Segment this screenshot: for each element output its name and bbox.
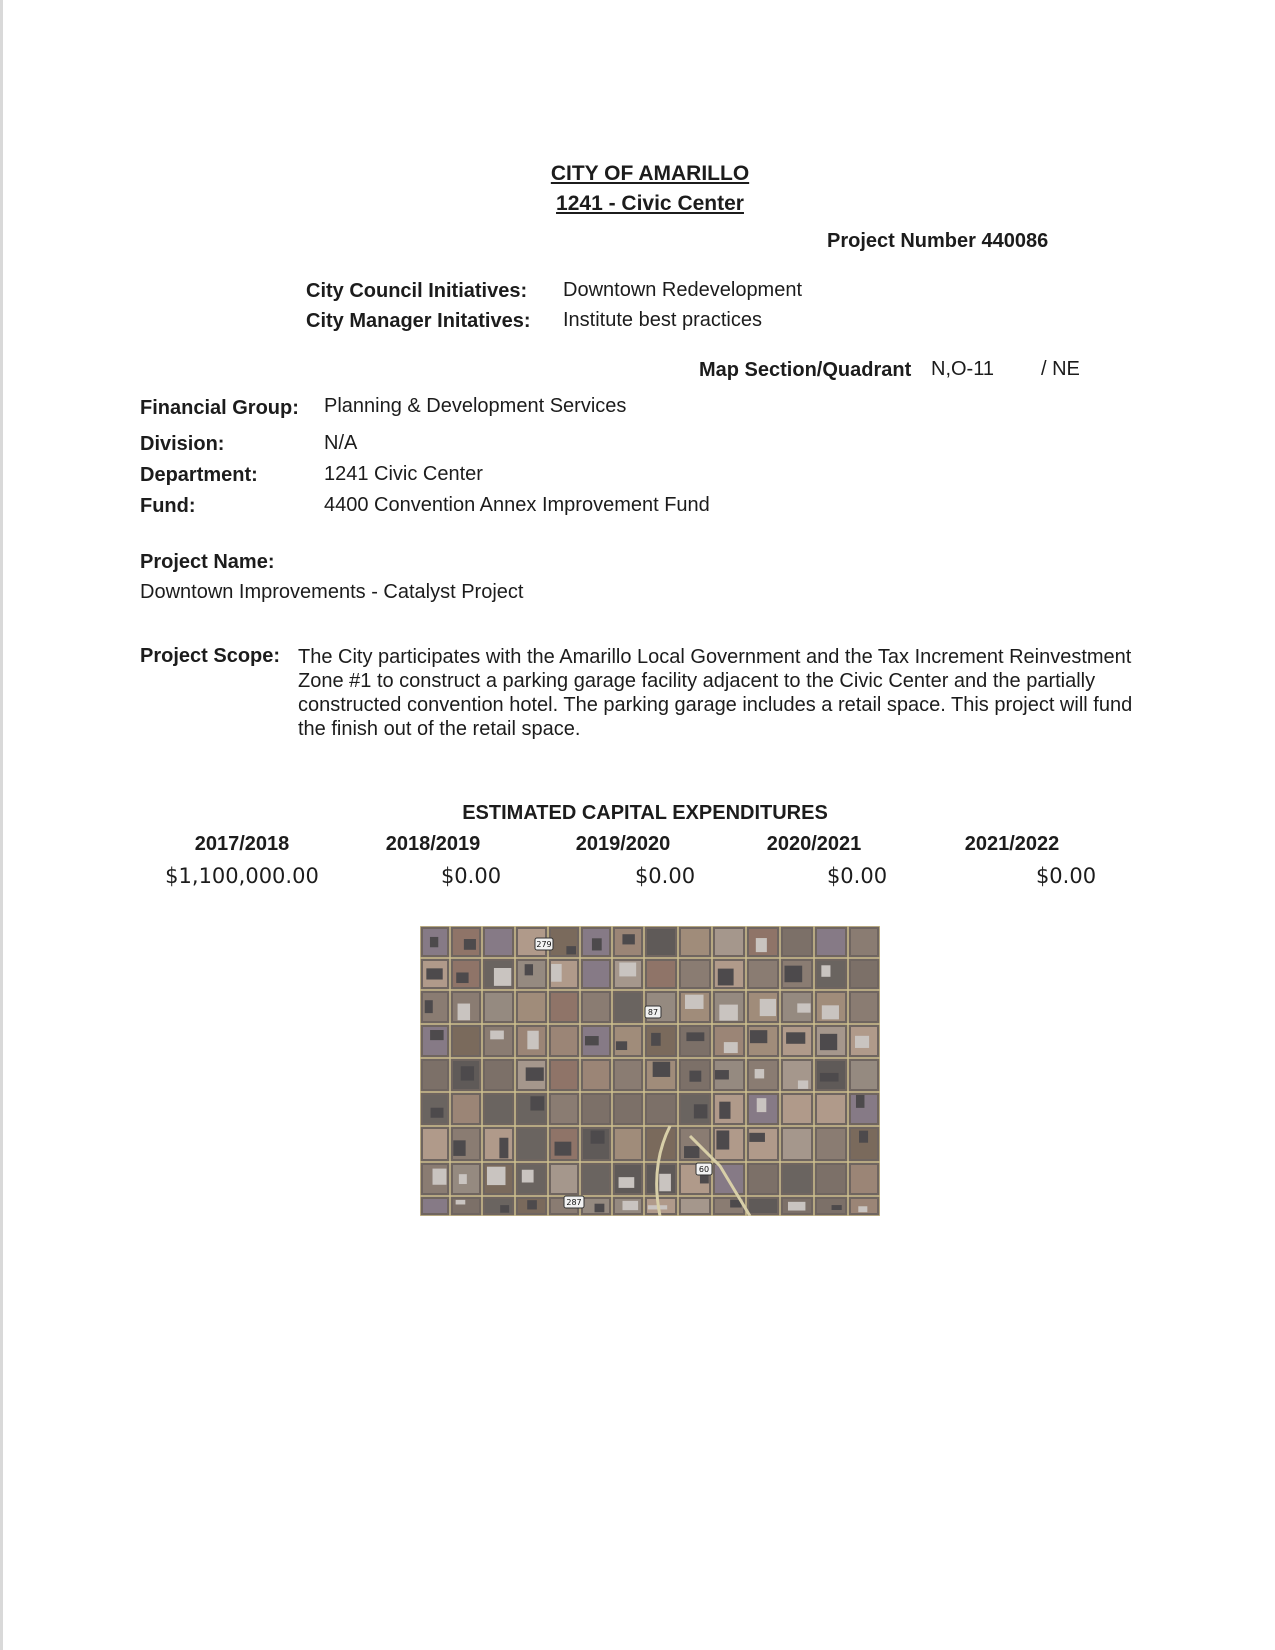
city-block <box>615 1129 641 1159</box>
svg-text:87: 87 <box>647 1008 659 1017</box>
city-block <box>518 993 545 1021</box>
department-title: 1241 - Civic Center <box>556 192 744 215</box>
building-roof <box>784 966 802 983</box>
amount-col-1: $1,100,000.00 <box>165 864 319 888</box>
building-roof <box>453 1140 465 1156</box>
city-block <box>681 929 709 955</box>
page-edge <box>0 0 3 1650</box>
city-block <box>817 929 845 955</box>
building-roof <box>500 1205 509 1213</box>
city-block <box>681 961 709 987</box>
building-roof <box>527 1200 537 1209</box>
amount-col-5: $0.00 <box>1035 864 1097 888</box>
city-block <box>783 1165 811 1193</box>
building-roof <box>756 938 767 952</box>
city-block <box>749 1199 777 1213</box>
building-roof <box>459 1174 467 1184</box>
city-block <box>817 1129 845 1159</box>
city-block <box>583 993 609 1021</box>
fund-label: Fund: <box>140 495 196 517</box>
svg-text:287: 287 <box>566 1198 582 1207</box>
division-value: N/A <box>324 432 358 454</box>
aerial-map-image <box>420 926 880 1216</box>
project-number <box>827 230 1048 253</box>
city-block <box>551 1027 577 1055</box>
building-roof <box>832 1205 842 1210</box>
building-roof <box>786 1032 805 1043</box>
building-roof <box>755 1069 765 1078</box>
fund-value: 4400 Convention Annex Improvement Fund <box>324 494 710 516</box>
city-block <box>851 961 877 987</box>
building-roof <box>464 939 476 950</box>
route-shield-87 <box>645 1006 661 1018</box>
building-roof <box>797 1003 810 1012</box>
building-roof <box>499 1138 508 1159</box>
city-block <box>551 1095 577 1123</box>
building-roof <box>653 1062 671 1077</box>
city-block <box>583 1165 609 1193</box>
building-roof <box>494 968 511 986</box>
building-roof <box>718 969 734 986</box>
building-roof <box>619 1177 635 1188</box>
building-roof <box>522 1170 534 1183</box>
building-roof <box>622 934 634 944</box>
city-block <box>715 929 743 955</box>
route-shield-60 <box>696 1163 712 1175</box>
aerial-blocks <box>423 929 877 1213</box>
year-col-1: 2017/2018 <box>194 833 290 855</box>
building-roof <box>715 1070 729 1079</box>
route-shield-279 <box>535 938 553 950</box>
city-block <box>583 1095 609 1123</box>
council-initiatives-label: City Council Initiatives: <box>306 280 528 302</box>
building-roof <box>458 1004 470 1021</box>
building-roof <box>651 1033 661 1046</box>
building-roof <box>659 1174 671 1191</box>
city-block <box>551 1061 577 1089</box>
building-roof <box>585 1036 599 1045</box>
project-number-label: Project Number <box>827 230 976 252</box>
city-block <box>423 1199 447 1213</box>
building-roof <box>719 1102 730 1119</box>
building-roof <box>616 1041 627 1050</box>
city-block <box>423 1061 447 1089</box>
building-roof <box>555 1142 572 1156</box>
building-roof <box>821 965 830 976</box>
building-roof <box>622 1201 638 1210</box>
city-block <box>851 993 877 1021</box>
city-block <box>551 993 577 1021</box>
city-block <box>485 1095 512 1123</box>
building-roof <box>820 1073 839 1082</box>
city-block <box>783 1129 811 1159</box>
year-col-2: 2018/2019 <box>385 833 481 855</box>
building-roof <box>716 1130 729 1149</box>
division-label: Division: <box>140 433 225 455</box>
city-block <box>851 1165 877 1193</box>
city-title: CITY OF AMARILLO <box>550 162 750 185</box>
city-block <box>551 1165 577 1193</box>
project-name-value: Downtown Improvements - Catalyst Project <box>140 581 524 603</box>
city-block <box>817 1095 845 1123</box>
city-block <box>583 1061 609 1089</box>
city-block <box>615 1027 641 1055</box>
building-roof <box>856 1095 864 1108</box>
year-col-3: 2019/2020 <box>575 833 671 855</box>
building-roof <box>719 1005 738 1021</box>
svg-text:60: 60 <box>698 1165 710 1174</box>
building-roof <box>487 1167 506 1185</box>
building-roof <box>788 1202 805 1211</box>
department-value: 1241 Civic Center <box>324 463 483 485</box>
building-roof <box>430 937 438 947</box>
building-roof <box>490 1031 504 1040</box>
building-roof <box>525 964 533 975</box>
city-block <box>615 1061 641 1089</box>
building-roof <box>551 964 562 982</box>
building-roof <box>686 1032 704 1041</box>
building-roof <box>859 1131 868 1143</box>
building-roof <box>431 1108 444 1118</box>
building-roof <box>526 1067 544 1080</box>
building-roof <box>757 1098 767 1112</box>
city-block <box>749 1165 777 1193</box>
financial-group-label: Financial Group: <box>140 397 299 419</box>
building-roof <box>750 1030 767 1043</box>
building-roof <box>530 1096 544 1110</box>
city-block <box>485 929 512 955</box>
city-block <box>485 993 512 1021</box>
building-roof <box>749 1133 765 1142</box>
building-roof <box>433 1169 447 1185</box>
project-scope-text: The City participates with the Amarillo Local Government and the Tax Increment Reinvestment Zone #1 to construct a parking garage facility adjacent to the Civic Center and the partially constructed convention hotel. The parking garage includes a retail space. This project will fund the finish out of the retail space. <box>298 646 1133 740</box>
building-roof <box>694 1104 708 1118</box>
building-roof <box>595 1204 605 1213</box>
building-roof <box>855 1036 869 1048</box>
building-roof <box>689 1071 701 1082</box>
council-initiatives-value: Downtown Redevelopment <box>563 279 803 301</box>
building-roof <box>684 1146 699 1158</box>
city-block <box>453 1027 479 1055</box>
city-block <box>583 961 609 987</box>
building-roof <box>527 1031 538 1050</box>
building-roof <box>425 1000 433 1013</box>
building-roof <box>724 1042 738 1053</box>
building-roof <box>619 963 636 977</box>
year-col-4: 2020/2021 <box>766 833 862 855</box>
city-block <box>615 993 641 1021</box>
building-roof <box>822 1005 839 1019</box>
building-roof <box>760 999 776 1016</box>
city-block <box>749 961 777 987</box>
map-quadrant-value: / NE <box>1041 358 1080 380</box>
building-roof <box>430 1030 444 1040</box>
city-block <box>851 1061 877 1089</box>
map-section-value: N,O-11 <box>931 358 994 380</box>
project-name-label: Project Name: <box>140 551 275 573</box>
manager-initiatives-value: Institute best practices <box>563 309 762 331</box>
building-roof <box>685 995 704 1009</box>
building-roof <box>461 1066 474 1080</box>
city-block <box>817 1165 845 1193</box>
city-block <box>423 1129 447 1159</box>
building-roof <box>592 938 602 950</box>
year-col-5: 2021/2022 <box>964 833 1060 855</box>
building-roof <box>858 1206 867 1212</box>
building-roof <box>456 1200 466 1205</box>
building-roof <box>820 1034 837 1050</box>
city-block <box>647 929 675 955</box>
map-section-label: Map Section/Quadrant <box>699 359 912 381</box>
building-roof <box>798 1080 808 1088</box>
project-scope-label: Project Scope: <box>140 645 281 667</box>
building-roof <box>426 968 442 979</box>
building-roof <box>566 946 576 954</box>
city-block <box>615 1095 641 1123</box>
route-shield-287 <box>564 1196 584 1208</box>
city-block <box>485 1061 512 1089</box>
svg-text:279: 279 <box>536 940 552 949</box>
department-label: Department: <box>140 464 258 486</box>
financial-group-value: Planning & Development Services <box>324 395 627 417</box>
city-block <box>647 1095 675 1123</box>
building-roof <box>591 1131 605 1144</box>
city-block <box>817 961 845 987</box>
amount-col-4: $0.00 <box>826 864 888 888</box>
city-block <box>681 1199 709 1213</box>
manager-initiatives-label: City Manager Initatives: <box>306 310 531 332</box>
city-block <box>453 1095 479 1123</box>
amount-col-2: $0.00 <box>440 864 502 888</box>
city-block <box>518 1129 545 1159</box>
city-block <box>851 929 877 955</box>
city-block <box>783 1095 811 1123</box>
city-block <box>783 929 811 955</box>
expenditures-title: ESTIMATED CAPITAL EXPENDITURES <box>462 802 828 824</box>
building-roof <box>456 972 468 983</box>
amount-col-3: $0.00 <box>634 864 696 888</box>
project-number-value: 440086 <box>981 230 1049 252</box>
city-block <box>647 961 675 987</box>
